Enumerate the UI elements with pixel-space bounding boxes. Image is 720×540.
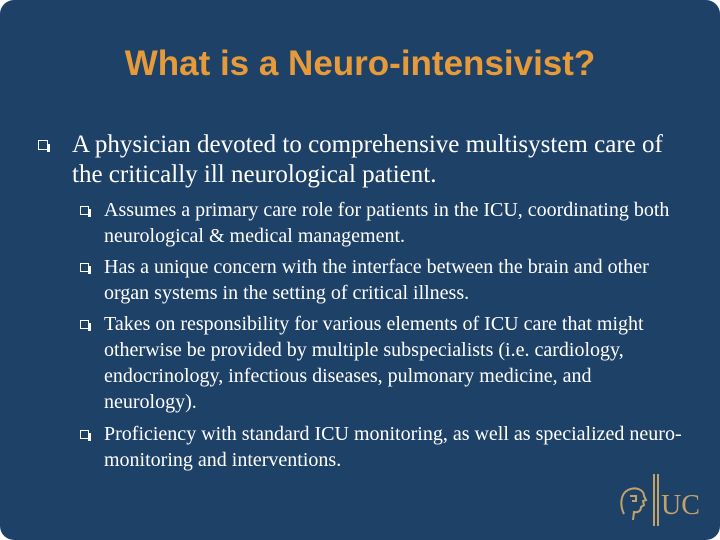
- sub-bullet-text: Has a unique concern with the interface between the brain and other organ systems in the setting of critical illness.: [104, 256, 649, 304]
- sub-bullet-text: Takes on responsibility for various elements of ICU care that might otherwise be provided by multiple subspecialists (i.e. cardiology, endocrinology, infectious diseases, pulmonary medicine, and neurology).: [104, 313, 644, 413]
- bullet-square-icon: [38, 140, 48, 150]
- bullet-square-icon: [80, 320, 89, 329]
- main-bullet-text: A physician devoted to comprehensive multisystem care of the critically ill neurological patient.: [72, 131, 663, 188]
- sub-bullet-text: Assumes a primary care role for patients in the ICU, coordinating both neurological & medical management.: [104, 199, 670, 247]
- bullet-square-icon: [80, 263, 89, 272]
- bullet-square-icon: [80, 430, 89, 439]
- university-logo: [614, 470, 700, 528]
- slide-title: What is a Neuro-intensivist?: [124, 44, 596, 83]
- sub-bullet-text: Proficiency with standard ICU monitoring, as well as specialized neuro-monitoring and interventions.: [104, 423, 682, 471]
- bullet-square-icon: [80, 206, 89, 215]
- logo-text: UC: [661, 490, 700, 521]
